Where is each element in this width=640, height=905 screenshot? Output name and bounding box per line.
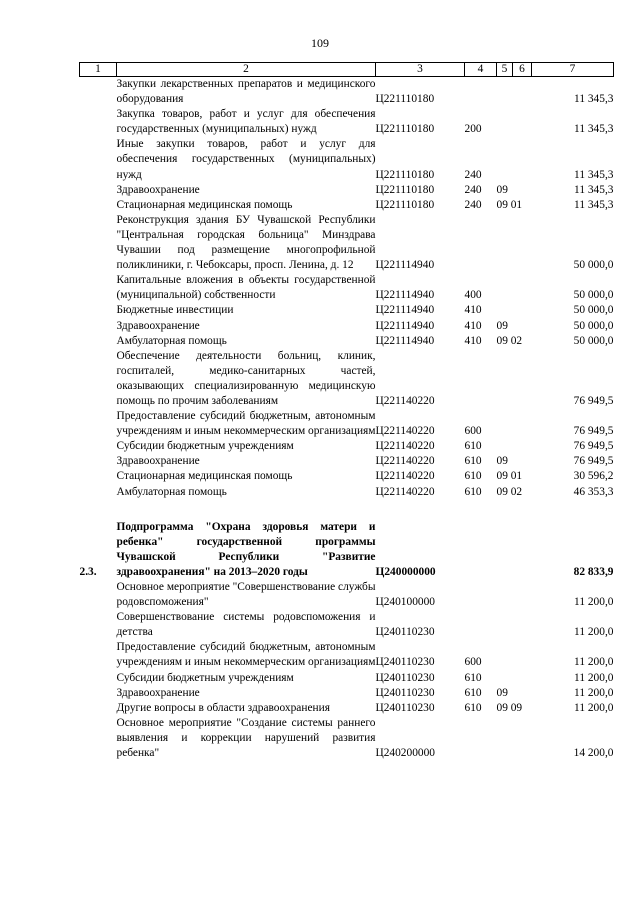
- amount: 50 000,0: [573, 319, 614, 332]
- row-name: Иные закупки товаров, работ и услуг для обеспечения государственных (муниципальных) нужд: [116, 138, 376, 181]
- amount: 50 000,0: [573, 259, 614, 272]
- row-number: [80, 273, 117, 303]
- row-number: [80, 640, 117, 670]
- table-row: [80, 183, 614, 198]
- row-name: Реконструкция здания БУ Чувашской Республики "Центральная городская больница" Минздрава Чувашии под размещение многопрофильной поликлиники, г. Чебоксары, просп. Ленина, д. 12: [116, 213, 376, 272]
- target-article: Ц221114940: [375, 334, 435, 347]
- row-name: Основное мероприятие "Совершенствование службы родовспоможения": [116, 581, 376, 609]
- row-name: Предоставление субсидий бюджетным, автономным учреждениям и иным некоммерческим организациям: [116, 641, 376, 669]
- row-number: [80, 198, 117, 213]
- target-article: Ц221114940: [375, 289, 435, 302]
- amount: 30 596,2: [573, 470, 614, 483]
- expense-type: 600: [464, 425, 482, 438]
- expense-type: 410: [464, 304, 482, 317]
- section-subsection: 09: [496, 183, 508, 196]
- table-row: [80, 454, 614, 469]
- row-number: [80, 671, 117, 686]
- page-number: 109: [311, 36, 329, 50]
- row-number: [80, 77, 117, 108]
- row-number: [80, 349, 117, 409]
- row-number: [80, 469, 117, 484]
- row-number: 2.3.: [79, 565, 97, 578]
- row-name: Стационарная медицинская помощь: [116, 198, 293, 211]
- expense-type: [465, 716, 497, 761]
- expense-type: 610: [464, 701, 482, 714]
- table-row: [80, 334, 614, 349]
- section-subsection: [497, 671, 532, 686]
- row-name: Подпрограмма "Охрана здоровья матери и ребенка" государственной программы Чувашской Республики "Развитие здравоохранения" на 2013–2020 годы: [116, 520, 376, 578]
- amount: 11 345,3: [574, 123, 614, 136]
- section-subsection: [497, 137, 532, 182]
- amount: 11 345,3: [574, 168, 614, 181]
- section-subsection: [497, 273, 532, 303]
- section-subsection: 09: [496, 455, 508, 468]
- row-number: [80, 454, 117, 469]
- row-number: [80, 610, 117, 640]
- table-row: [80, 485, 614, 500]
- table-row: [80, 137, 614, 182]
- row-name: Амбулаторная помощь: [116, 485, 227, 498]
- table-row: [80, 107, 614, 137]
- column-number: 2: [117, 63, 376, 77]
- row-name: Бюджетные инвестиции: [116, 304, 234, 317]
- column-number: 6: [513, 63, 532, 77]
- column-number: 7: [532, 63, 614, 77]
- target-article: Ц221110180: [375, 183, 435, 196]
- section-subsection: 09: [496, 686, 508, 699]
- section-subsection: [497, 349, 532, 409]
- row-name: Обеспечение деятельности больниц, клиник, госпиталей, медико-санитарных частей, оказывающих специализированную медицинскую помощь по прочим заболеваниям: [116, 349, 376, 407]
- section-subsection: [497, 213, 532, 273]
- table-row: [80, 349, 614, 409]
- section-subsection: [497, 610, 532, 640]
- amount: 11 345,3: [574, 183, 614, 196]
- row-number: [80, 334, 117, 349]
- section-subsection: [497, 439, 532, 454]
- target-article: Ц221110180: [375, 123, 435, 136]
- target-article: Ц240000000: [375, 565, 436, 578]
- expense-type: [465, 213, 497, 273]
- target-article: Ц221110180: [375, 168, 435, 181]
- target-article: Ц240110230: [375, 686, 435, 699]
- section-subsection: [497, 520, 532, 580]
- row-number: [80, 686, 117, 701]
- row-name: Совершенствование системы родовспоможения и детства: [116, 611, 376, 639]
- row-name: Здравоохранение: [116, 319, 200, 332]
- expense-type: 240: [464, 198, 482, 211]
- target-article: Ц221114940: [375, 304, 435, 317]
- amount: 76 949,5: [573, 394, 614, 407]
- row-number: [80, 319, 117, 334]
- table-row: [80, 198, 614, 213]
- amount: 50 000,0: [573, 334, 614, 347]
- expense-type: 610: [464, 485, 482, 498]
- row-name: Амбулаторная помощь: [116, 334, 227, 347]
- table-row: [80, 716, 614, 761]
- spacer-cell: [80, 500, 614, 520]
- row-name: Здравоохранение: [116, 183, 200, 196]
- table-row: [80, 520, 614, 580]
- row-name: Другие вопросы в области здравоохранения: [116, 701, 330, 714]
- target-article: Ц221140220: [375, 455, 435, 468]
- expense-type: [465, 580, 497, 610]
- expense-type: [465, 349, 497, 409]
- row-number: [80, 303, 117, 318]
- table-row: [80, 671, 614, 686]
- expense-type: 610: [464, 470, 482, 483]
- target-article: Ц221140220: [375, 394, 435, 407]
- row-name: Основное мероприятие "Создание системы раннего выявления и коррекции нарушений развития ребенка": [116, 716, 376, 760]
- amount: 11 345,3: [574, 93, 614, 106]
- row-number: [80, 439, 117, 454]
- column-number: 4: [465, 63, 497, 77]
- expense-type: 610: [464, 455, 482, 468]
- amount: 11 345,3: [574, 198, 614, 211]
- section-subsection: [497, 303, 532, 318]
- expense-type: 600: [464, 656, 482, 669]
- row-name: Закупки лекарственных препаратов и медицинского оборудования: [116, 78, 376, 106]
- table-row: [80, 273, 614, 303]
- table-row: [80, 469, 614, 484]
- target-article: Ц221110180: [375, 93, 435, 106]
- column-number: 3: [376, 63, 465, 77]
- amount: 11 200,0: [574, 656, 614, 669]
- row-number: [80, 409, 117, 439]
- amount: 82 833,9: [573, 565, 614, 578]
- row-number: [80, 701, 117, 716]
- row-number: [80, 213, 117, 273]
- section-subsection: 09 02: [496, 334, 523, 347]
- section-subsection: 09: [496, 319, 508, 332]
- section-subsection: [497, 716, 532, 761]
- section-subsection: 09 01: [496, 198, 523, 211]
- row-number: [80, 137, 117, 182]
- expense-type: 610: [464, 440, 482, 453]
- target-article: Ц240200000: [375, 747, 435, 760]
- target-article: Ц221140220: [375, 470, 435, 483]
- column-number-row: [80, 63, 614, 77]
- table-row: [80, 686, 614, 701]
- table-row: [80, 409, 614, 439]
- table-row: [80, 303, 614, 318]
- expense-type: [465, 77, 497, 108]
- column-number: 1: [80, 63, 117, 77]
- row-number: [80, 580, 117, 610]
- row-name: Капитальные вложения в объекты государственной (муниципальной) собственности: [116, 274, 376, 302]
- table-row: [80, 640, 614, 670]
- section-subsection: 09 02: [496, 485, 523, 498]
- table-row: [80, 701, 614, 716]
- table-row: [80, 610, 614, 640]
- amount: 76 949,5: [573, 455, 614, 468]
- target-article: Ц240100000: [375, 596, 435, 609]
- amount: 50 000,0: [573, 289, 614, 302]
- section-subsection: [497, 580, 532, 610]
- target-article: Ц221114940: [375, 259, 435, 272]
- expense-type: 240: [464, 168, 482, 181]
- row-name: Здравоохранение: [116, 686, 200, 699]
- row-name: Закупка товаров, работ и услуг для обеспечения государственных (муниципальных) нужд: [116, 108, 376, 136]
- spacer-row: [80, 500, 614, 520]
- amount: 14 200,0: [573, 747, 614, 760]
- section-subsection: [497, 409, 532, 439]
- table-body: [80, 77, 614, 762]
- target-article: Ц221140220: [375, 485, 435, 498]
- target-article: Ц240110230: [375, 701, 435, 714]
- expense-type: [465, 610, 497, 640]
- section-subsection: 09 09: [496, 701, 523, 714]
- row-number: [80, 183, 117, 198]
- table-row: [80, 439, 614, 454]
- row-number: [80, 716, 117, 761]
- table-row: [80, 77, 614, 108]
- expense-type: 610: [464, 671, 482, 684]
- row-name: Здравоохранение: [116, 455, 200, 468]
- expense-type: 200: [464, 123, 482, 136]
- amount: 46 353,3: [573, 485, 614, 498]
- amount: 76 949,5: [573, 425, 614, 438]
- target-article: Ц240110230: [375, 671, 435, 684]
- amount: 11 200,0: [574, 686, 614, 699]
- section-subsection: [497, 640, 532, 670]
- amount: 11 200,0: [574, 671, 614, 684]
- section-subsection: 09 01: [496, 470, 523, 483]
- section-subsection: [497, 107, 532, 137]
- expense-type: 410: [464, 334, 482, 347]
- row-number: [80, 485, 117, 500]
- target-article: Ц221140220: [375, 440, 435, 453]
- budget-table: [79, 62, 614, 761]
- target-article: Ц221110180: [375, 198, 435, 211]
- target-article: Ц221114940: [375, 319, 435, 332]
- expense-type: [465, 520, 497, 580]
- row-name: Стационарная медицинская помощь: [116, 470, 293, 483]
- row-number: [80, 107, 117, 137]
- table-row: [80, 580, 614, 610]
- target-article: Ц240110230: [375, 656, 435, 669]
- row-name: Субсидии бюджетным учреждениям: [116, 440, 294, 453]
- table-row: [80, 319, 614, 334]
- row-name: Предоставление субсидий бюджетным, автономным учреждениям и иным некоммерческим организациям: [116, 410, 376, 438]
- table-row: [80, 213, 614, 273]
- expense-type: 400: [464, 289, 482, 302]
- section-subsection: [497, 77, 532, 108]
- target-article: Ц240110230: [375, 626, 435, 639]
- expense-type: 240: [464, 183, 482, 196]
- column-number: 5: [497, 63, 513, 77]
- target-article: Ц221140220: [375, 425, 435, 438]
- expense-type: 410: [464, 319, 482, 332]
- amount: 11 200,0: [574, 596, 614, 609]
- amount: 50 000,0: [573, 304, 614, 317]
- expense-type: 610: [464, 686, 482, 699]
- amount: 11 200,0: [574, 701, 614, 714]
- amount: 76 949,5: [573, 440, 614, 453]
- amount: 11 200,0: [574, 626, 614, 639]
- row-name: Субсидии бюджетным учреждениям: [116, 671, 294, 684]
